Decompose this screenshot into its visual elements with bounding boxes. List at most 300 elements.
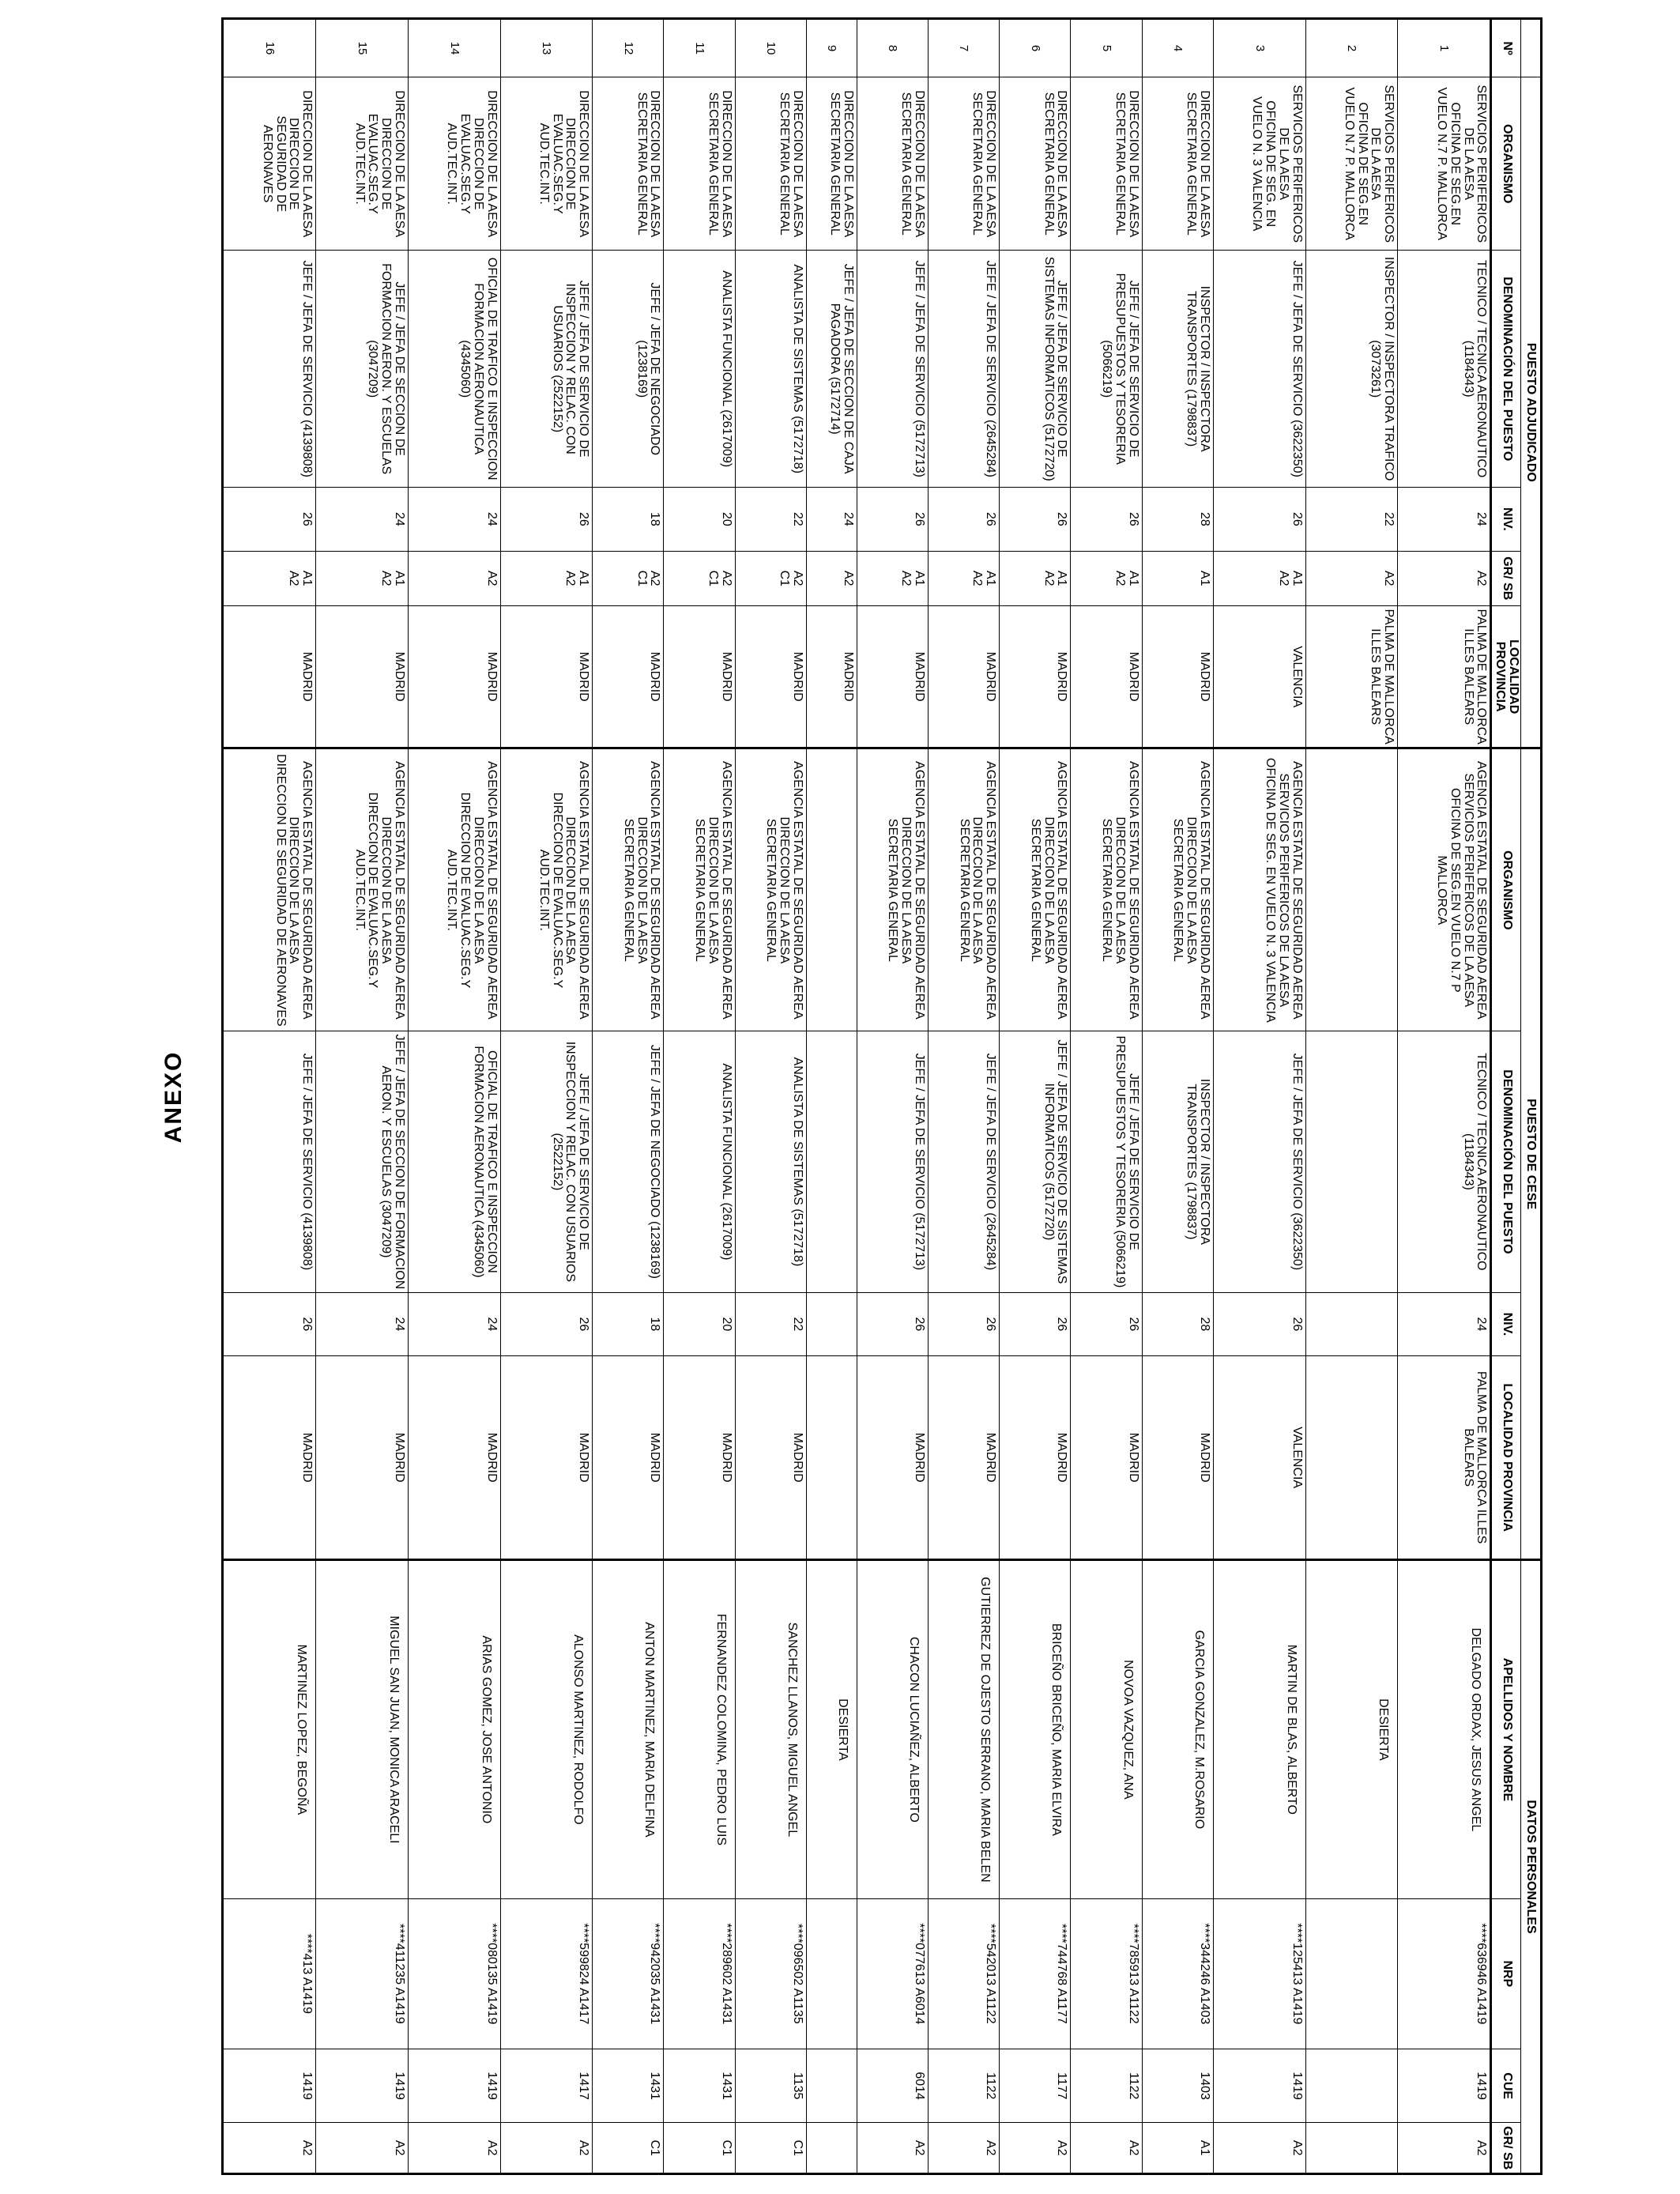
- cell-grsb: C1: [735, 2123, 806, 2174]
- cell-adj-organismo: [593, 77, 664, 251]
- cell-adj-grsb: [664, 551, 735, 605]
- cell-ces-organismo-line: DIRECCION DE LA AESA: [563, 816, 578, 964]
- cell-adj-localidad: PALMA DE MALLORCA ILLES BALEARS: [1398, 605, 1491, 748]
- cell-adj-organismo: [223, 77, 316, 251]
- cell-adj-denominacion: INSPECTOR / INSPECTORA TRAFICO (3073261): [1305, 251, 1398, 488]
- cell-num: 2: [1305, 19, 1398, 77]
- cell-ces-organismo: [408, 748, 500, 1031]
- cell-ces-organismo: [857, 748, 928, 1031]
- cell-adj-denominacion: OFICIAL DE TRAFICO E INSPECCION FORMACION AERONAUTICA (4345060): [408, 251, 500, 488]
- cell-num: 14: [408, 19, 500, 77]
- header-adj-organismo: ORGANISMO: [1491, 77, 1521, 251]
- cell-adj-localidad: MADRID: [735, 605, 806, 748]
- table-row: [1213, 19, 1305, 2174]
- cell-ces-organismo-line: AGENCIA ESTATAL DE SEGURIDAD AEREA: [1126, 761, 1140, 1020]
- cell-ces-organismo-line: AGENCIA ESTATAL DE SEGURIDAD AEREA: [300, 761, 315, 1020]
- cell-grsb: A2: [1000, 2123, 1071, 2174]
- cell-ces-organismo-line: SECRETARIA GENERAL: [1171, 818, 1185, 962]
- cell-adj-niv: 26: [928, 488, 999, 552]
- cell-adj-grsb-line: A1: [912, 571, 926, 586]
- cell-adj-localidad: MADRID: [857, 605, 928, 748]
- cell-num: 10: [735, 19, 806, 77]
- cell-adj-grsb-line: A2: [899, 571, 913, 586]
- cell-adj-grsb-line: A2: [1276, 571, 1290, 586]
- cell-ces-organismo: [1142, 748, 1213, 1031]
- cell-grsb: [806, 2123, 857, 2174]
- cell-adj-organismo-line: DIRECCION DE LA AESA DIRECCION DE EVALUAC.SEG.Y AUD.TEC.INT.: [352, 90, 406, 238]
- cell-adj-organismo-line: DIRECCION DE LA AESA SECRETARIA GENERAL: [827, 90, 855, 238]
- cell-adj-grsb-line: A1: [577, 571, 591, 586]
- cell-apellidos-nombre: DESIERTA: [806, 1560, 857, 1899]
- cell-ces-organismo: [1213, 748, 1305, 1031]
- cell-ces-niv: 26: [1000, 1292, 1071, 1356]
- cell-adj-organismo-line: SERVICIOS PERIFERICOS DE LA AESA: [1369, 85, 1396, 243]
- cell-ces-organismo-line: DIRECCION DE EVALUAC.SEG.Y AUD.TEC.INT.: [352, 792, 380, 989]
- table-row: [857, 19, 928, 2174]
- group-spacer: [1521, 19, 1542, 77]
- cell-ces-organismo-line: DIRECCION DE LA AESA: [970, 816, 985, 964]
- cell-adj-grsb: [408, 551, 500, 605]
- cell-nrp: ****785913 A1122: [1071, 1898, 1142, 2049]
- cell-ces-organismo-line: AGENCIA ESTATAL DE SEGURIDAD AEREA: [1055, 761, 1069, 1020]
- cell-nrp: ****125413 A1419: [1213, 1898, 1305, 2049]
- cell-ces-organismo: [223, 748, 316, 1031]
- cell-adj-grsb: [500, 551, 593, 605]
- table-row: [1398, 19, 1491, 2174]
- header-ces-organismo: ORGANISMO: [1491, 748, 1521, 1031]
- cell-adj-grsb-line: A2: [1475, 571, 1489, 586]
- cell-ces-localidad: MADRID: [928, 1356, 999, 1560]
- cell-adj-denominacion: JEFE / JEFA DE SERVICIO (5172713): [857, 251, 928, 488]
- cell-adj-organismo-line: DIRECCION DE LA AESA SECRETARIA GENERAL: [899, 90, 926, 238]
- cell-adj-grsb-line: C1: [778, 570, 792, 587]
- cell-ces-organismo-line: SECRETARIA GENERAL: [621, 818, 635, 962]
- cell-ces-denominacion: ANALISTA DE SISTEMAS (5172718): [735, 1031, 806, 1292]
- cell-ces-organismo: [1071, 748, 1142, 1031]
- cell-grsb: A2: [1071, 2123, 1142, 2174]
- cell-adj-niv: 26: [1000, 488, 1071, 552]
- cell-ces-localidad: MADRID: [223, 1356, 316, 1560]
- table-row: [500, 19, 593, 2174]
- cell-ces-localidad: MADRID: [1142, 1356, 1213, 1560]
- cell-grsb: A2: [223, 2123, 316, 2174]
- cell-adj-organismo: [857, 77, 928, 251]
- cell-ces-organismo: [1398, 748, 1491, 1031]
- cell-ces-organismo-line: AGENCIA ESTATAL DE SEGURIDAD AEREA: [577, 761, 591, 1020]
- cell-adj-niv: 26: [500, 488, 593, 552]
- cell-nrp: [1305, 1898, 1398, 2049]
- cell-adj-grsb-line: A1: [1197, 571, 1211, 586]
- cell-adj-denominacion: JEFE / JEFA DE SECCION DE FORMACION AERON. Y ESCUELAS (3047209): [316, 251, 409, 488]
- annex-table: [221, 17, 1543, 2175]
- header-adj-niv: NIV.: [1491, 488, 1521, 552]
- cell-adj-organismo-line: DIRECCION DE LA AESA SECRETARIA GENERAL: [1042, 90, 1069, 238]
- cell-adj-grsb-line: A2: [379, 571, 394, 586]
- cell-ces-denominacion: [806, 1031, 857, 1292]
- cell-ces-localidad: MADRID: [735, 1356, 806, 1560]
- table-row: [316, 19, 409, 2174]
- cell-ces-organismo-line: OFICINA DE SEG. EN VUELO N. 3 VALENCIA: [1263, 757, 1277, 1023]
- cell-adj-grsb: [1305, 551, 1398, 605]
- cell-num: 6: [1000, 19, 1071, 77]
- cell-ces-niv: 26: [857, 1292, 928, 1356]
- cell-grsb: A2: [1213, 2123, 1305, 2174]
- cell-ces-organismo-line: DIRECCION DE SEGURIDAD DE AERONAVES: [273, 754, 288, 1027]
- cell-ces-denominacion: TECNICO / TECNICA AERONAUTICO (1184343): [1398, 1031, 1491, 1292]
- table-row: [735, 19, 806, 2174]
- cell-ces-localidad: [1305, 1356, 1398, 1560]
- cell-grsb: A2: [408, 2123, 500, 2174]
- header-adj-grsb: GR/ SB: [1491, 551, 1521, 605]
- cell-ces-denominacion: [1305, 1031, 1398, 1292]
- cell-apellidos-nombre: SANCHEZ LLANOS, MIGUEL ANGEL: [735, 1560, 806, 1899]
- table-row: [1000, 19, 1071, 2174]
- cell-num: 16: [223, 19, 316, 77]
- cell-nrp: [806, 1898, 857, 2049]
- cell-ces-organismo-line: SECRETARIA GENERAL: [957, 818, 971, 962]
- table-row: [928, 19, 999, 2174]
- cell-ces-niv: [806, 1292, 857, 1356]
- cell-adj-localidad: MADRID: [1000, 605, 1071, 748]
- cell-apellidos-nombre: ARIAS GOMEZ, JOSE ANTONIO: [408, 1560, 500, 1899]
- cell-ces-niv: 24: [316, 1292, 409, 1356]
- header-adj-localidad: LOCALIDAD PROVINCIA: [1491, 605, 1521, 748]
- cell-ces-organismo-line: DIRECCION DE EVALUAC.SEG.Y AUD.TEC.INT.: [537, 792, 564, 989]
- cell-ces-organismo: [928, 748, 999, 1031]
- cell-adj-grsb-line: A1: [1055, 571, 1069, 586]
- cell-grsb: A2: [500, 2123, 593, 2174]
- cell-cue: 1419: [223, 2049, 316, 2122]
- cell-adj-grsb-line: A2: [970, 571, 985, 586]
- cell-cue: [1305, 2049, 1398, 2122]
- table-row: [806, 19, 857, 2174]
- group-puesto-cese: PUESTO DE CESE: [1521, 748, 1542, 1560]
- cell-adj-organismo-line: SERVICIOS PERIFERICOS DE LA AESA: [1461, 85, 1489, 243]
- cell-ces-organismo-line: AGENCIA ESTATAL DE SEGURIDAD AEREA: [1290, 761, 1304, 1020]
- cell-adj-niv: 26: [1071, 488, 1142, 552]
- cell-adj-niv: 20: [664, 488, 735, 552]
- cell-adj-organismo-line: DIRECCION DE LA AESA DIRECCION DE SEGURIDAD DE AERONAVES: [260, 90, 315, 238]
- cell-adj-localidad: PALMA DE MALLORCA ILLES BALEARS: [1305, 605, 1398, 748]
- cell-nrp: ****744768 A1177: [1000, 1898, 1071, 2049]
- cell-apellidos-nombre: NOVOA VAZQUEZ, ANA: [1071, 1560, 1142, 1899]
- cell-adj-grsb: [223, 551, 316, 605]
- cell-apellidos-nombre: GARCIA GONZALEZ, M.ROSARIO: [1142, 1560, 1213, 1899]
- header-ces-niv: NIV.: [1491, 1292, 1521, 1356]
- cell-adj-grsb: [857, 551, 928, 605]
- cell-nrp: ****344246 A1403: [1142, 1898, 1213, 2049]
- cell-ces-organismo-line: SERVICIOS PERIFERICOS DE LA AESA: [1461, 773, 1475, 1008]
- cell-adj-localidad: MADRID: [664, 605, 735, 748]
- cell-adj-organismo-line: DIRECCION DE LA AESA DIRECCION DE EVALUAC.SEG.Y AUD.TEC.INT.: [537, 90, 591, 238]
- cell-adj-organismo-line: DIRECCION DE LA AESA SECRETARIA GENERAL: [1185, 90, 1211, 238]
- header-num: Nº: [1491, 19, 1521, 77]
- cell-cue: 1122: [1071, 2049, 1142, 2122]
- cell-ces-organismo: [1305, 748, 1398, 1031]
- cell-adj-denominacion: ANALISTA DE SISTEMAS (5172718): [735, 251, 806, 488]
- table-row: [1071, 19, 1142, 2174]
- cell-num: 8: [857, 19, 928, 77]
- cell-adj-niv: 18: [593, 488, 664, 552]
- cell-adj-denominacion: JEFE / JEFA DE SERVICIO (2645284): [928, 251, 999, 488]
- cell-adj-grsb: [1142, 551, 1213, 605]
- cell-ces-localidad: MADRID: [1000, 1356, 1071, 1560]
- cell-num: 11: [664, 19, 735, 77]
- cell-adj-grsb-line: C1: [706, 570, 720, 587]
- cell-cue: [806, 2049, 857, 2122]
- cell-adj-niv: 26: [857, 488, 928, 552]
- cell-ces-niv: 18: [593, 1292, 664, 1356]
- cell-adj-organismo: [928, 77, 999, 251]
- cell-adj-denominacion: INSPECTOR / INSPECTORA TRANSPORTES (1798837): [1142, 251, 1213, 488]
- cell-adj-grsb-line: A2: [648, 571, 662, 586]
- cell-num: 9: [806, 19, 857, 77]
- cell-ces-organismo-line: DIRECCION DE LA AESA: [379, 816, 394, 964]
- cell-adj-niv: 22: [735, 488, 806, 552]
- cell-adj-denominacion: JEFE / JEFA DE SERVICIO DE INSPECCION Y RELAC. CON USUARIOS (2522152): [500, 251, 593, 488]
- cell-adj-localidad: MADRID: [1071, 605, 1142, 748]
- cell-nrp: ****942035 A1431: [593, 1898, 664, 2049]
- cell-num: 5: [1071, 19, 1142, 77]
- cell-grsb: C1: [593, 2123, 664, 2174]
- header-ces-localidad: LOCALIDAD PROVINCIA: [1491, 1356, 1521, 1560]
- cell-adj-organismo-line: DIRECCION DE LA AESA SECRETARIA GENERAL: [1113, 90, 1140, 238]
- cell-adj-organismo-line: OFICINA DE SEG. EN VUELO N. 3 VALENCIA: [1250, 96, 1277, 232]
- annex-table-container: [221, 17, 1543, 2175]
- cell-adj-denominacion: JEFE / JEFA DE SECCION DE CAJA PAGADORA (5172714): [806, 251, 857, 488]
- table-body: [223, 19, 1491, 2174]
- cell-adj-grsb: [1000, 551, 1071, 605]
- cell-apellidos-nombre: GUTIERREZ DE OJESTO SERRANO, MARIA BELEN: [928, 1560, 999, 1899]
- cell-adj-grsb-line: A1: [984, 571, 998, 586]
- cell-ces-denominacion: JEFE / JEFA DE SERVICIO (3622350): [1213, 1031, 1305, 1292]
- cell-adj-grsb-line: A1: [392, 571, 406, 586]
- cell-ces-niv: 24: [408, 1292, 500, 1356]
- cell-adj-organismo: [500, 77, 593, 251]
- cell-ces-localidad: MADRID: [1071, 1356, 1142, 1560]
- cell-adj-grsb-line: A1: [1290, 571, 1304, 586]
- cell-adj-organismo-line: SERVICIOS PERIFERICOS DE LA AESA: [1276, 85, 1304, 243]
- cell-grsb: [1305, 2123, 1398, 2174]
- cell-adj-organismo: [735, 77, 806, 251]
- cell-num: 12: [593, 19, 664, 77]
- cell-apellidos-nombre: DELGADO ORDAX, JESUS ANGEL: [1398, 1560, 1491, 1899]
- cell-ces-organismo-line: SECRETARIA GENERAL: [764, 818, 778, 962]
- cell-ces-denominacion: JEFE / JEFA DE NEGOCIADO (1238169): [593, 1031, 664, 1292]
- cell-adj-denominacion: ANALISTA FUNCIONAL (2617009): [664, 251, 735, 488]
- cell-adj-organismo: [408, 77, 500, 251]
- cell-ces-organismo-line: DIRECCION DE LA AESA: [635, 816, 649, 964]
- cell-adj-grsb-line: A2: [1113, 571, 1127, 586]
- cell-adj-denominacion: JEFE / JEFA DE SERVICIO DE SISTEMAS INFORMATICOS (5172720): [1000, 251, 1071, 488]
- cell-cue: 1419: [408, 2049, 500, 2122]
- cell-nrp: ****080135 A1419: [408, 1898, 500, 2049]
- cell-ces-niv: 26: [928, 1292, 999, 1356]
- cell-ces-organismo-line: SECRETARIA GENERAL: [1100, 818, 1114, 962]
- cell-adj-organismo: [1305, 77, 1398, 251]
- cell-nrp: ****542013 A1122: [928, 1898, 999, 2049]
- cell-ces-organismo-line: DIRECCION DE LA AESA: [471, 816, 485, 964]
- cell-adj-grsb-line: A1: [300, 571, 315, 586]
- cell-ces-organismo: [1000, 748, 1071, 1031]
- cell-ces-organismo: [593, 748, 664, 1031]
- cell-adj-organismo: [1398, 77, 1491, 251]
- cell-ces-organismo-line: SECRETARIA GENERAL: [693, 818, 707, 962]
- cell-grsb: A2: [316, 2123, 409, 2174]
- cell-cue: 1122: [928, 2049, 999, 2122]
- header-grsb: GR/ SB: [1491, 2123, 1521, 2174]
- cell-ces-organismo-line: DIRECCION DE LA AESA: [1185, 816, 1199, 964]
- cell-cue: 1419: [316, 2049, 409, 2122]
- cell-num: 3: [1213, 19, 1305, 77]
- cell-adj-grsb-line: A2: [841, 571, 855, 586]
- cell-adj-organismo: [664, 77, 735, 251]
- cell-ces-denominacion: JEFE / JEFA DE SERVICIO (5172713): [857, 1031, 928, 1292]
- cell-adj-grsb-line: A2: [484, 571, 499, 586]
- cell-grsb: C1: [664, 2123, 735, 2174]
- cell-cue: 1135: [735, 2049, 806, 2122]
- cell-ces-niv: 28: [1142, 1292, 1213, 1356]
- table-row: [593, 19, 664, 2174]
- cell-apellidos-nombre: BRICEÑO BRICEÑO, MARIA ELVIRA: [1000, 1560, 1071, 1899]
- cell-ces-organismo-line: DIRECCION DE LA AESA: [899, 816, 913, 964]
- cell-apellidos-nombre: DESIERTA: [1305, 1560, 1398, 1899]
- cell-cue: 6014: [857, 2049, 928, 2122]
- cell-ces-denominacion: JEFE / JEFA DE SERVICIO DE PRESUPUESTOS Y TESORERIA (5066219): [1071, 1031, 1142, 1292]
- cell-ces-organismo: [316, 748, 409, 1031]
- header-nrp: NRP: [1491, 1898, 1521, 2049]
- cell-adj-grsb-line: A2: [790, 571, 804, 586]
- cell-ces-niv: 24: [1398, 1292, 1491, 1356]
- cell-ces-niv: 26: [223, 1292, 316, 1356]
- cell-ces-organismo-line: DIRECCION DE LA AESA: [287, 816, 301, 964]
- cell-adj-localidad: MADRID: [316, 605, 409, 748]
- cell-num: 4: [1142, 19, 1213, 77]
- cell-nrp: ****636946 A1419: [1398, 1898, 1491, 2049]
- cell-ces-organismo-line: AGENCIA ESTATAL DE SEGURIDAD AEREA: [1475, 761, 1489, 1020]
- table-row: [408, 19, 500, 2174]
- cell-ces-niv: 26: [1071, 1292, 1142, 1356]
- cell-ces-organismo-line: AGENCIA ESTATAL DE SEGURIDAD AEREA: [648, 761, 662, 1020]
- cell-adj-organismo: [1213, 77, 1305, 251]
- header-cue: CUE: [1491, 2049, 1521, 2122]
- cell-adj-localidad: MADRID: [500, 605, 593, 748]
- cell-adj-grsb-line: A2: [1042, 571, 1056, 586]
- cell-adj-niv: 28: [1142, 488, 1213, 552]
- cell-ces-niv: [1305, 1292, 1398, 1356]
- cell-num: 13: [500, 19, 593, 77]
- cell-ces-localidad: MADRID: [408, 1356, 500, 1560]
- cell-ces-organismo-line: DIRECCION DE LA AESA: [1042, 816, 1056, 964]
- cell-ces-organismo-line: AGENCIA ESTATAL DE SEGURIDAD AEREA: [392, 761, 406, 1020]
- cell-apellidos-nombre: ANTON MARTINEZ, MARIA DELFINA: [593, 1560, 664, 1899]
- cell-apellidos-nombre: MIGUEL SAN JUAN, MONICA ARACELI: [316, 1560, 409, 1899]
- cell-adj-organismo: [1071, 77, 1142, 251]
- cell-grsb: A2: [1398, 2123, 1491, 2174]
- cell-cue: 1177: [1000, 2049, 1071, 2122]
- cell-num: 15: [316, 19, 409, 77]
- cell-ces-organismo-line: SECRETARIA GENERAL: [1028, 818, 1042, 962]
- cell-adj-grsb-line: A1: [1126, 571, 1140, 586]
- cell-ces-organismo-line: AGENCIA ESTATAL DE SEGURIDAD AEREA: [790, 761, 804, 1020]
- cell-adj-localidad: MADRID: [223, 605, 316, 748]
- cell-adj-niv: 22: [1305, 488, 1398, 552]
- cell-ces-organismo-line: AGENCIA ESTATAL DE SEGURIDAD AEREA: [912, 761, 926, 1020]
- cell-adj-grsb: [806, 551, 857, 605]
- cell-ces-denominacion: JEFE / JEFA DE SERVICIO (4139808): [223, 1031, 316, 1292]
- cell-ces-localidad: [806, 1356, 857, 1560]
- cell-apellidos-nombre: CHACON LUCIAÑEZ, ALBERTO: [857, 1560, 928, 1899]
- cell-adj-niv: 24: [408, 488, 500, 552]
- cell-apellidos-nombre: MARTINEZ LOPEZ, BEGOÑA: [223, 1560, 316, 1899]
- cell-cue: 1431: [664, 2049, 735, 2122]
- group-puesto-adjudicado: PUESTO ADJUDICADO: [1521, 77, 1542, 748]
- cell-adj-niv: 24: [316, 488, 409, 552]
- cell-ces-denominacion: JEFE / JEFA DE SECCION DE FORMACION AERON. Y ESCUELAS (3047209): [316, 1031, 409, 1292]
- cell-adj-grsb: [928, 551, 999, 605]
- cell-adj-organismo: [316, 77, 409, 251]
- cell-adj-grsb-line: C1: [635, 570, 649, 587]
- cell-ces-organismo-line: DIRECCION DE LA AESA: [706, 816, 720, 964]
- cell-num: 7: [928, 19, 999, 77]
- cell-adj-organismo-line: DIRECCION DE LA AESA SECRETARIA GENERAL: [970, 90, 998, 238]
- cell-adj-denominacion: JEFE / JEFA DE SERVICIO (4139808): [223, 251, 316, 488]
- cell-adj-grsb-line: A2: [287, 571, 301, 586]
- cell-ces-denominacion: JEFE / JEFA DE SERVICIO (2645284): [928, 1031, 999, 1292]
- cell-ces-organismo-line: AGENCIA ESTATAL DE SEGURIDAD AEREA: [984, 761, 998, 1020]
- cell-adj-niv: 24: [806, 488, 857, 552]
- cell-ces-organismo-line: AGENCIA ESTATAL DE SEGURIDAD AEREA: [1197, 761, 1211, 1020]
- cell-num: 1: [1398, 19, 1491, 77]
- cell-ces-localidad: MADRID: [857, 1356, 928, 1560]
- cell-grsb: A2: [857, 2123, 928, 2174]
- cell-nrp: ****413 A1419: [223, 1898, 316, 2049]
- cell-cue: 1403: [1142, 2049, 1213, 2122]
- header-apellidos: APELLIDOS Y NOMBRE: [1491, 1560, 1521, 1899]
- header-adj-denominacion: DENOMINACIÓN DEL PUESTO: [1491, 251, 1521, 488]
- cell-nrp: ****096502 A1135: [735, 1898, 806, 2049]
- cell-adj-grsb: [1071, 551, 1142, 605]
- cell-ces-organismo-line: OFICINA DE SEG.EN VUELO N.7 P MALLORCA: [1435, 787, 1462, 993]
- cell-apellidos-nombre: FERNANDEZ COLOMINA, PEDRO LUIS: [664, 1560, 735, 1899]
- cell-ces-organismo-line: DIRECCION DE LA AESA: [1113, 816, 1127, 964]
- cell-adj-localidad: MADRID: [806, 605, 857, 748]
- cell-ces-denominacion: JEFE / JEFA DE SERVICIO DE INSPECCION Y RELAC. CON USUARIOS (2522152): [500, 1031, 593, 1292]
- cell-adj-grsb-line: A2: [563, 571, 578, 586]
- cell-adj-grsb: [316, 551, 409, 605]
- cell-adj-organismo: [806, 77, 857, 251]
- cell-adj-organismo-line: OFICINA DE SEG.EN VUELO N.7 P. MALLORCA: [1435, 87, 1462, 240]
- cell-nrp: ****599824 A1417: [500, 1898, 593, 2049]
- page-title: ANEXO: [160, 1050, 186, 1144]
- cell-ces-organismo: [664, 748, 735, 1031]
- cell-ces-organismo-line: AGENCIA ESTATAL DE SEGURIDAD AEREA: [719, 761, 733, 1020]
- cell-nrp: ****411235 A1419: [316, 1898, 409, 2049]
- cell-apellidos-nombre: MARTIN DE BLAS, ALBERTO: [1213, 1560, 1305, 1899]
- cell-ces-niv: 22: [735, 1292, 806, 1356]
- cell-adj-grsb-line: A2: [1382, 571, 1396, 586]
- cell-adj-denominacion: TECNICO / TECNICA AERONAUTICO (1184343): [1398, 251, 1491, 488]
- table-row: [664, 19, 735, 2174]
- cell-cue: 1419: [1398, 2049, 1491, 2122]
- cell-adj-grsb: [1213, 551, 1305, 605]
- header-ces-denominacion: DENOMINACIÓN DEL PUESTO: [1491, 1031, 1521, 1292]
- cell-ces-niv: 26: [500, 1292, 593, 1356]
- cell-adj-organismo-line: OFICINA DE SEG.EN VUELO N.7 P. MALLORCA: [1342, 87, 1369, 240]
- table-row: [1305, 19, 1398, 2174]
- cell-ces-denominacion: INSPECTOR / INSPECTORA TRANSPORTES (1798837): [1142, 1031, 1213, 1292]
- cell-ces-denominacion: ANALISTA FUNCIONAL (2617009): [664, 1031, 735, 1292]
